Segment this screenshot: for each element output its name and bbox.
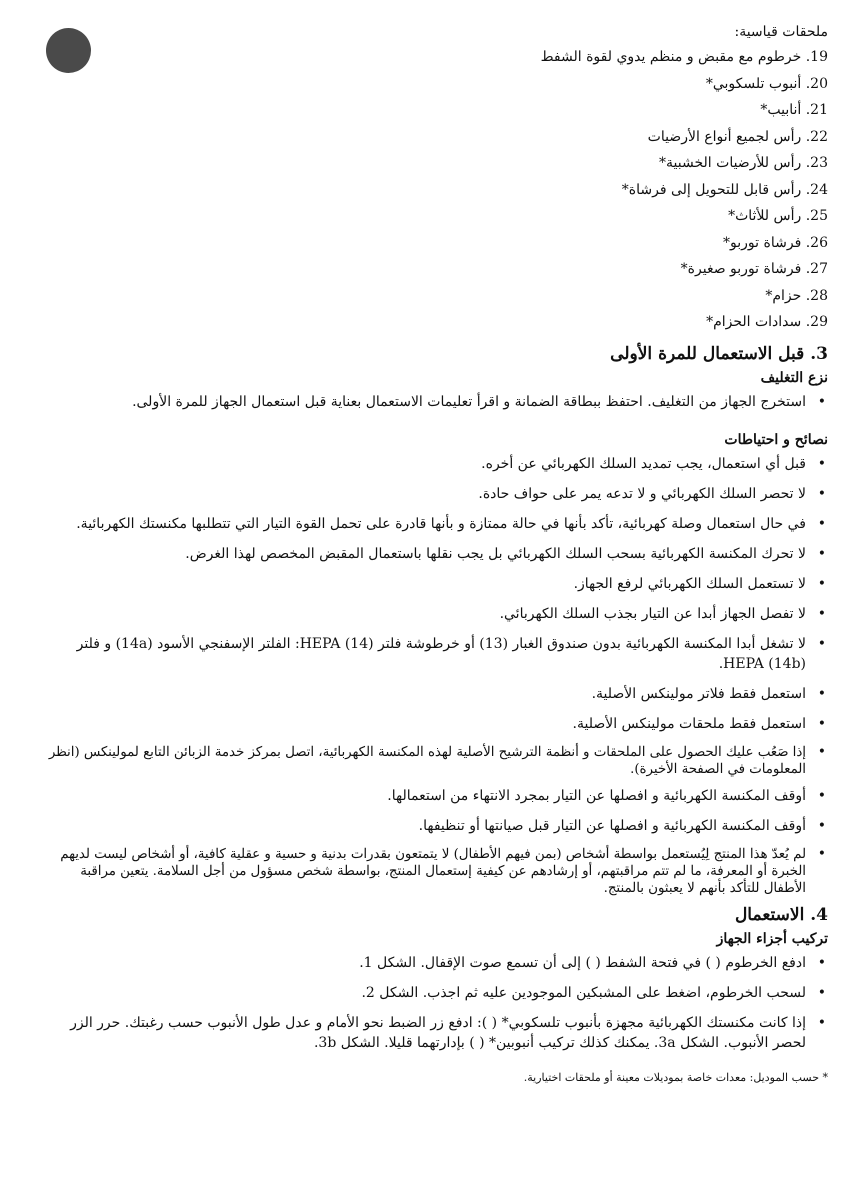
- unpacking-list: [40, 392, 828, 412]
- tips-title: نصائح و احتياطات: [724, 431, 828, 448]
- assembly-title: تركيب أجزاء الجهاز: [716, 930, 828, 947]
- tip-item: • لا تفصل الجهاز أبدا عن التيار بجذب السلك الكهربائي.: [40, 604, 828, 624]
- tip-item: • لا تشغل أبدا المكنسة الكهربائية بدون صندوق الغبار (13) أو خرطوشة فلتر HEPA (14): الفلتر الإسفنجي الأسود (14a) و فلتر HEPA (14b).: [40, 634, 828, 674]
- assembly-item: • ادفع الخرطوم ( ) في فتحة الشفط ( ) إلى أن تسمع صوت الإقفال. الشكل 1.: [40, 953, 828, 973]
- accessory-item: 25. رأس للأثاث*: [728, 208, 828, 224]
- tip-item: • إذا صَعُب عليك الحصول على الملحقات و أنظمة الترشيح الأصلية لهذه المكنسة الكهربائية، اتصل بمركز خدمة الزبائن التابع لمولينكس (انظر المعلومات في الصفحة الأخيرة).: [40, 744, 828, 778]
- accessory-item: 29. سدادات الحزام*: [706, 314, 828, 330]
- accessory-item: 26. فرشاة توربو*: [723, 234, 828, 251]
- accessory-item: 24. رأس قابل للتحويل إلى فرشاة*: [621, 181, 828, 198]
- section-3-title: 3. قبل الاستعمال للمرة الأولى: [610, 343, 828, 364]
- section-4-title: 4. الاستعمال: [734, 904, 828, 925]
- accessory-item: 20. أنبوب تلسكوبي*: [705, 75, 828, 92]
- assembly-list: [40, 953, 828, 1053]
- tip-item: • لا تستعمل السلك الكهربائي لرفع الجهاز.: [40, 574, 828, 594]
- accessory-item: 28. حزام*: [765, 287, 828, 304]
- accessory-item: 27. فرشاة توربو صغيرة*: [680, 261, 828, 277]
- unpacking-item: • استخرج الجهاز من التغليف. احتفظ ببطاقة الضمانة و اقرأ تعليمات الاستعمال بعناية قبل استعمال الجهاز للمرة الأولى.: [40, 392, 828, 412]
- page-content: [40, 24, 828, 1084]
- accessory-item: 19. خرطوم مع مقبض و منظم يدوي لقوة الشفط: [540, 49, 828, 65]
- footnote: * حسب الموديل: معدات خاصة بموديلات معينة أو ملحقات اختيارية.: [523, 1070, 828, 1084]
- accessory-item: 21. أنابيب*: [760, 102, 828, 118]
- tip-item: • لا تحرك المكنسة الكهربائية بسحب السلك الكهربائي بل يجب نقلها باستعمال المقبض المخصص لهذا الغرض.: [40, 544, 828, 564]
- tip-item: • لا تحصر السلك الكهربائي و لا تدعه يمر على حواف حادة.: [40, 484, 828, 504]
- assembly-item: • إذا كانت مكنستك الكهربائية مجهزة بأنبوب تلسكوبي* ( ): ادفع زر الضبط نحو الأمام و عدل طول الأنبوب حسب رغبتك. حرر الزر لحصر الأنبوب. الشكل 3a. يمكنك كذلك تركيب أنبوبين* ( ) بإدارتهما قليلا. الشكل 3b.: [40, 1013, 828, 1053]
- tip-item: • أوقف المكنسة الكهربائية و افصلها عن التيار قبل صيانتها أو تنظيفها.: [40, 816, 828, 836]
- tip-item: • لم يُعدّ هذا المنتج لِيُستعمل بواسطة أشخاص (بمن فيهم الأطفال) لا يتمتعون بقدرات بدنية و حسية و عقلية كافية، أو أشخاص ليست لديهم الخبرة أو المعرفة، ما لم تتم مراقبتهم، أو إرشادهم عن كيفية إستعمال المنتج، بواسطة شخص مسؤول من أجل السلامة. يتعين مراقبة الأطفال للتأكد بأنهم لا يعبثون بالمنتج.: [40, 846, 828, 897]
- tip-item: • في حال استعمال وصلة كهربائية، تأكد بأنها في حالة ممتازة و بأنها قادرة على تحمل القوة التيار التي تتطلبها مكنستك الكهربائية.: [40, 514, 828, 534]
- tip-item: • استعمل فقط ملحقات مولينكس الأصلية.: [40, 714, 828, 734]
- tip-item: • قبل أي استعمال، يجب تمديد السلك الكهربائي عن أخره.: [40, 454, 828, 474]
- accessories-heading: ملحقات قياسية:: [734, 24, 828, 40]
- unpacking-title: نزع التغليف: [760, 369, 828, 386]
- accessories-list: [40, 44, 828, 336]
- accessory-item: 22. رأس لجميع أنواع الأرضيات: [647, 128, 828, 145]
- accessory-item: 23. رأس للأرضيات الخشبية*: [659, 155, 828, 171]
- tip-item: • أوقف المكنسة الكهربائية و افصلها عن التيار بمجرد الانتهاء من استعمالها.: [40, 786, 828, 806]
- tips-list: [40, 454, 828, 897]
- tip-item: • استعمل فقط فلاتر مولينكس الأصلية.: [40, 684, 828, 704]
- assembly-item: • لسحب الخرطوم، اضغط على المشبكين الموجودين عليه ثم اجذب. الشكل 2.: [40, 983, 828, 1003]
